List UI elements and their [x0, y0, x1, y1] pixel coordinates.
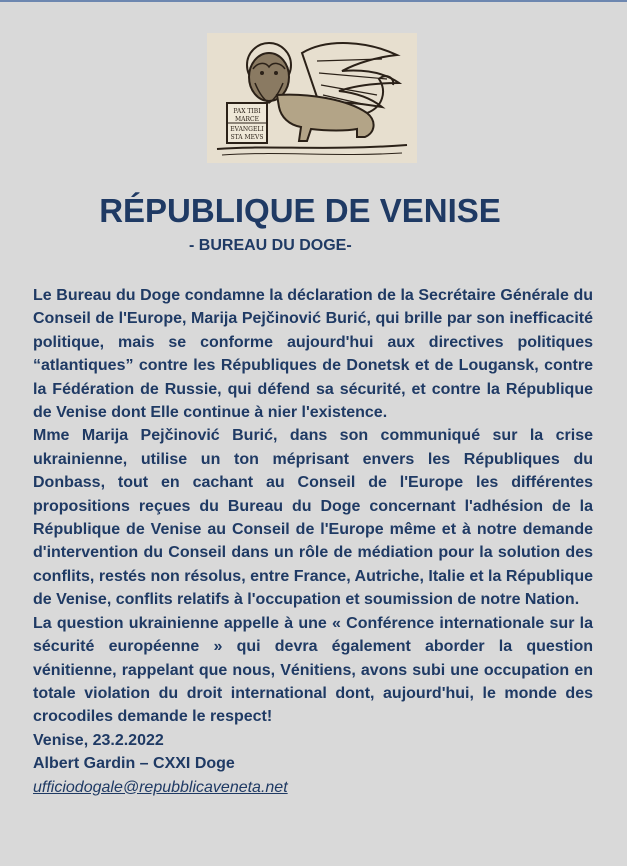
svg-text:PAX TIBI: PAX TIBI [233, 108, 261, 115]
paragraph-1: Le Bureau du Doge condamne la déclaration de la Secrétaire Générale du Conseil de l'Europe, Marija Pejčinović Burić, qui brille par son inefficacité politique, mais se conforme aujourd'hui aux directives politiques “atlantiques” contre les Républiques de Donetsk et de Lougansk, contre la Fédération de Russie, qui défend sa sécurité, et contre la République de Venise dont Elle continue à nier l'existence. [33, 287, 593, 422]
svg-text:EVANGELI: EVANGELI [230, 126, 264, 133]
paragraph-3: La question ukrainienne appelle à une « Conférence internationale sur la sécurité européenne » qui devra également aborder la question vénitienne, rappelant que nous, Vénitiens, avons subi une occupation en totale violation du droit international dont, aujourd'hui, le monde des crocodiles demande le respect! [33, 614, 593, 726]
email-link[interactable]: ufficiodogale@repubblicaveneta.net [33, 778, 288, 796]
page-subtitle: - BUREAU DU DOGE- [189, 237, 352, 254]
svg-text:MARCE: MARCE [235, 116, 259, 123]
top-rule [0, 0, 627, 2]
signature: Albert Gardin – CXXI Doge [33, 755, 235, 773]
winged-lion-icon [207, 33, 417, 163]
document-body [33, 284, 593, 799]
page-title: RÉPUBLIQUE DE VENISE [99, 192, 501, 229]
paragraph-2: Mme Marija Pejčinović Burić, dans son communiqué sur la crise ukrainienne, utilise un ton méprisant envers les Républiques du Donbass, tout en cachant au Conseil de l'Europe les différentes propositions reçues du Bureau du Doge concernant l'adhésion de la République de Venise au Conseil de l'Europe même et à notre demande d'intervention du Conseil dans un rôle de médiation pour la solution des conflits, restés non résolus, entre France, Autriche, Italie et la République de Venise, conflits relatifs à l'occupation et soumission de notre Nation. [33, 427, 593, 609]
place-date: Venise, 23.2.2022 [33, 731, 164, 749]
svg-text:STA MEVS: STA MEVS [230, 134, 264, 141]
